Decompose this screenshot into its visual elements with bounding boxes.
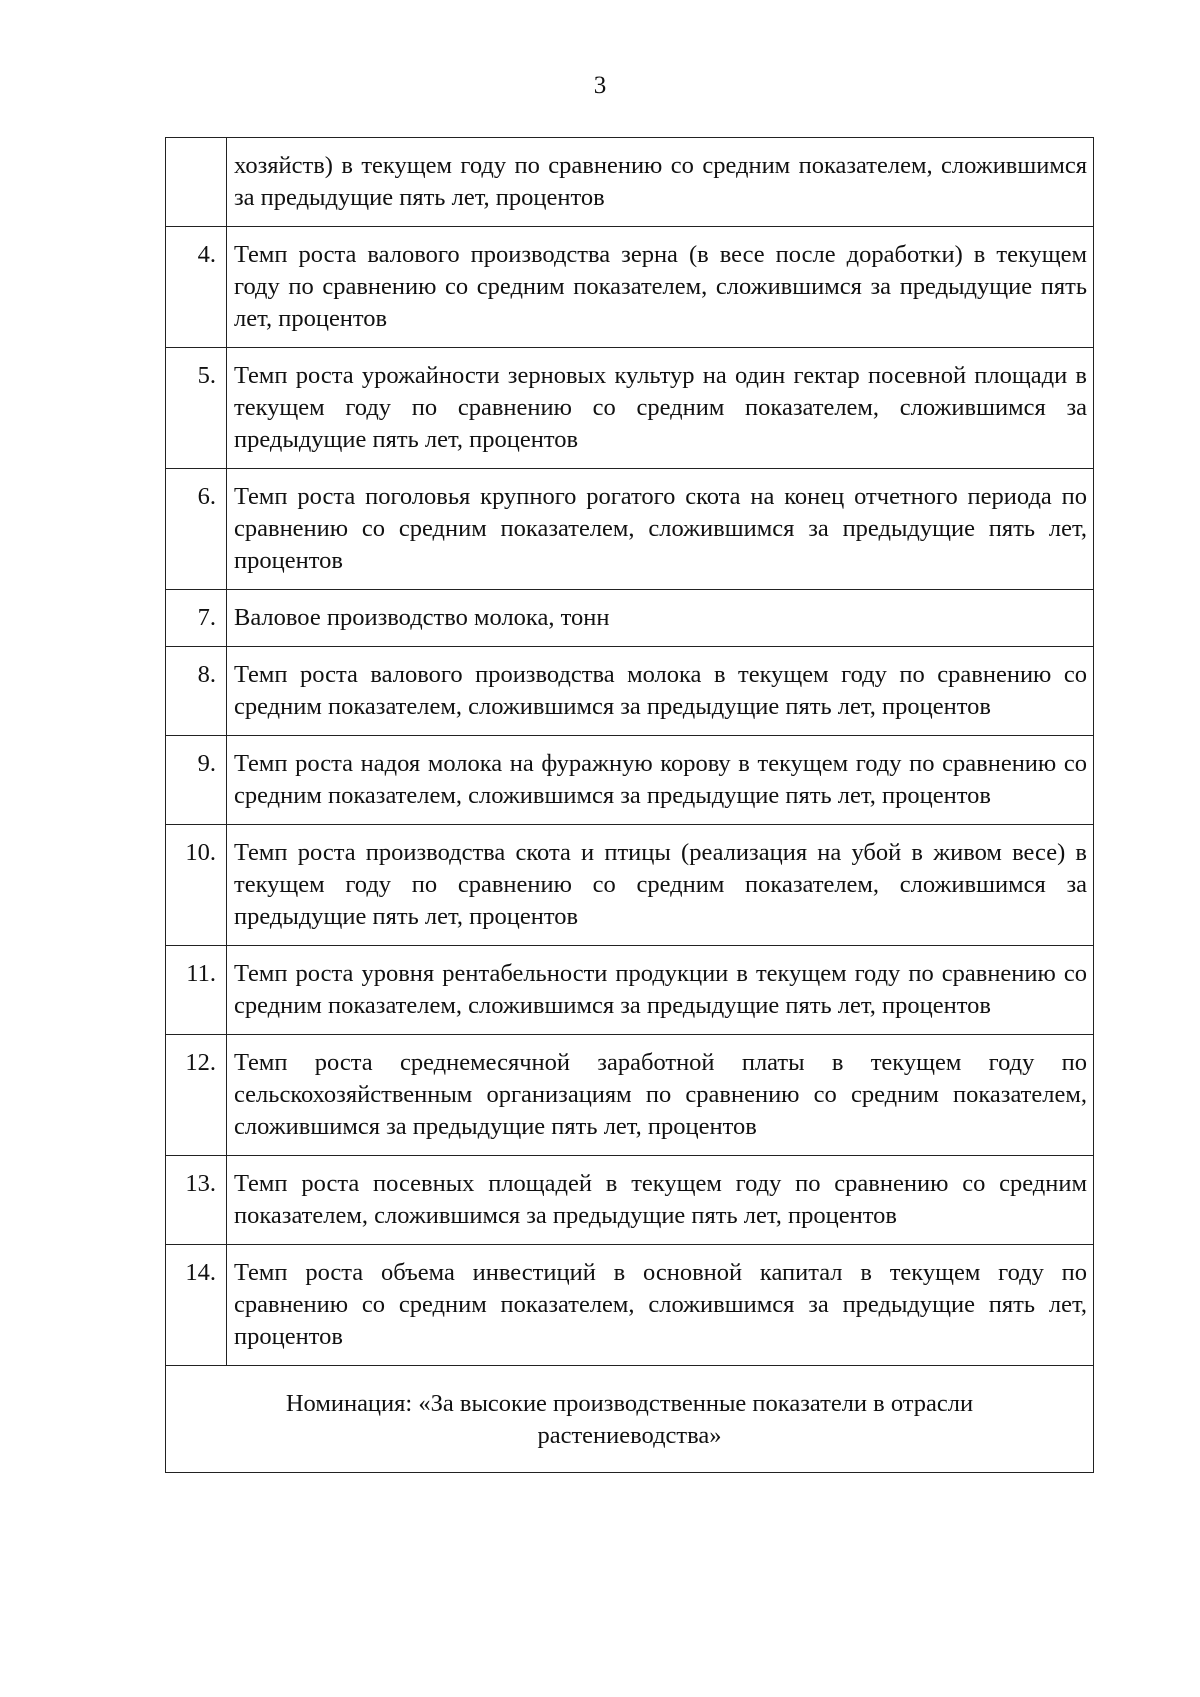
table-row — [166, 1156, 1094, 1245]
row-number: 14. — [166, 1245, 227, 1366]
row-number: 9. — [166, 736, 227, 825]
row-text: Темп роста объема инвестиций в основной капитал в текущем году по сравнению со средним показателем, сложившимся за предыдущие пять лет, процентов — [227, 1245, 1094, 1366]
table-row — [166, 590, 1094, 647]
criteria-table — [165, 137, 1094, 1473]
row-number: 13. — [166, 1156, 227, 1245]
row-text: Валовое производство молока, тонн — [227, 590, 1094, 647]
row-text: Темп роста надоя молока на фуражную корову в текущем году по сравнению со средним показателем, сложившимся за предыдущие пять лет, процентов — [227, 736, 1094, 825]
table-row — [166, 1245, 1094, 1366]
row-number: 4. — [166, 227, 227, 348]
row-text: Темп роста урожайности зерновых культур на один гектар посевной площади в текущем году по сравнению со средним показателем, сложившимся за предыдущие пять лет, процентов — [227, 348, 1094, 469]
nomination-text: Номинация: «За высокие производственные показатели в отрасли растениеводства» — [166, 1366, 1094, 1473]
row-text: Темп роста поголовья крупного рогатого скота на конец отчетного периода по сравнению со средним показателем, сложившимся за предыдущие пять лет, процентов — [227, 469, 1094, 590]
table-row — [166, 138, 1094, 227]
row-number: 5. — [166, 348, 227, 469]
table-row — [166, 946, 1094, 1035]
row-number: 10. — [166, 825, 227, 946]
row-number — [166, 138, 227, 227]
row-text: Темп роста уровня рентабельности продукции в текущем году по сравнению со средним показателем, сложившимся за предыдущие пять лет, процентов — [227, 946, 1094, 1035]
page-number: 3 — [593, 72, 607, 99]
row-text: Темп роста производства скота и птицы (реализация на убой в живом весе) в текущем году по сравнению со средним показателем, сложившимся за предыдущие пять лет, процентов — [227, 825, 1094, 946]
row-text: Темп роста среднемесячной заработной платы в текущем году по сельскохозяйственным организациям по сравнению со средним показателем, сложившимся за предыдущие пять лет, процентов — [227, 1035, 1094, 1156]
table-row — [166, 227, 1094, 348]
row-number: 11. — [166, 946, 227, 1035]
row-text: Темп роста валового производства молока в текущем году по сравнению со средним показателем, сложившимся за предыдущие пять лет, процентов — [227, 647, 1094, 736]
row-number: 8. — [166, 647, 227, 736]
row-number: 7. — [166, 590, 227, 647]
table-row — [166, 348, 1094, 469]
row-text: Темп роста посевных площадей в текущем году по сравнению со средним показателем, сложившимся за предыдущие пять лет, процентов — [227, 1156, 1094, 1245]
row-number: 6. — [166, 469, 227, 590]
table-row — [166, 647, 1094, 736]
row-text: Темп роста валового производства зерна (в весе после доработки) в текущем году по сравнению со средним показателем, сложившимся за предыдущие пять лет, процентов — [227, 227, 1094, 348]
row-text: хозяйств) в текущем году по сравнению со средним показателем, сложившимся за предыдущие пять лет, процентов — [227, 138, 1094, 227]
table-row — [166, 825, 1094, 946]
table-row — [166, 1035, 1094, 1156]
table-row — [166, 736, 1094, 825]
nomination-row — [166, 1366, 1094, 1473]
table-row — [166, 469, 1094, 590]
row-number: 12. — [166, 1035, 227, 1156]
